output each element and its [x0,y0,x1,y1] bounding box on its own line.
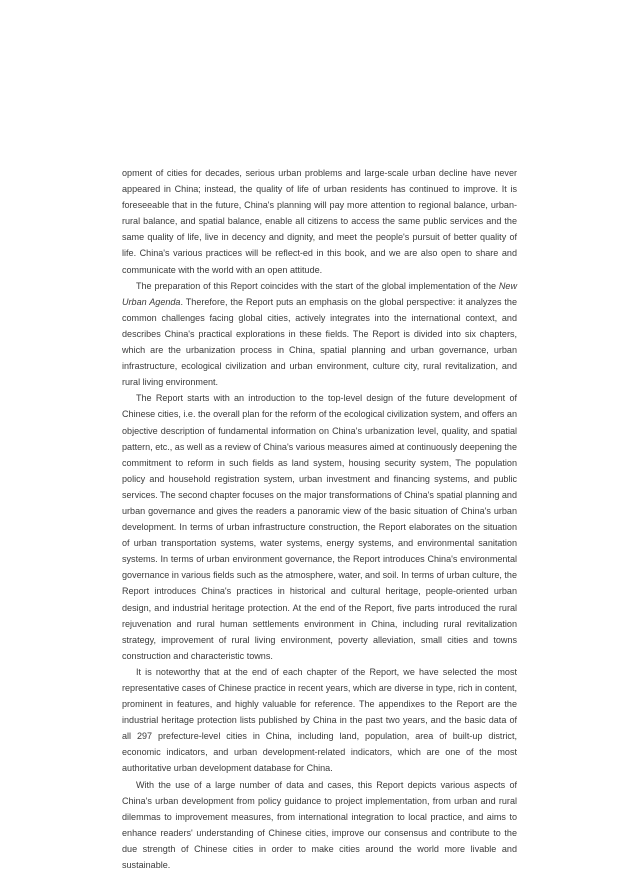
paragraph-4: It is noteworthy that at the end of each chapter of the Report, we have selected the most representative cases of Chinese practice in recent years, which are diverse in type, rich in content, prominent in features, and highly valuable for reference. The appendixes to the Report are the industrial heritage protection lists published by China in the past two years, and the basic data of all 297 prefecture-level cities in China, including land, population, area of built-up district, economic indicators, and urban development-related indicators, which are one of the most authoritative urban development database for China. [122,666,517,774]
body-text [122,165,517,873]
new-urban-agenda-title: New Urban Agenda [122,280,517,307]
paragraph-2-lead: The preparation of this Report coincides with the start of the global implementation of the [136,280,499,291]
paragraph-2 [122,278,517,391]
paragraph-1: opment of cities for decades, serious urban problems and large-scale urban decline have never appeared in China; instead, the quality of life of urban residents has continued to improve. It is foreseeable that in the future, China's planning will pay more attention to regional balance, urban-rural balance, and spatial balance, enable all citizens to access the same public services and the same quality of life, live in decency and dignity, and meet the people's pursuit of better quality of life. China's various practices will be reflect-ed in this book, and we are also open to share and communicate with the world with an open attitude. [122,168,517,275]
paragraph-5: With the use of a large number of data and cases, this Report depicts various aspects of China's urban development from policy guidance to project implementation, from urban and rural dilemmas to improvement measures, from international integration to local practice, and aims to enhance readers' understanding of Chinese cities, improve our consensus and contribute to the due strength of Chinese cities in order to make cities around the world more livable and sustainable. [122,779,517,871]
paragraph-2-rest: . Therefore, the Report puts an emphasis on the global perspective: it analyzes the common challenges facing global cities, actively integrates into the international context, and describes China's practical explorations in these fields. The Report is divided into six chapters, which are the urbanization process in China, spatial planning and urban governance, urban infrastructure, ecological civilization and urban environment, culture city, rural revitalization, and rural living environment. [122,296,517,388]
paragraph-3: The Report starts with an introduction to the top-level design of the future development of Chinese cities, i.e. the overall plan for the reform of the ecological civilization system, and offers an objective description of fundamental information on China's urbanization level, quality, and spatial pattern, etc., as well as a review of China's various measures aimed at continuously deepening the commitment to reform in such fields as land system, housing security system, The population policy and household registration system, urban investment and financing systems, and public services. The second chapter focuses on the major transformations of China's spatial planning and urban governance and gives the readers a panoramic view of the basic situation of China's urban development. In terms of urban infrastructure construction, the Report elaborates on the situation of urban transportation systems, water systems, energy systems, and environmental sanitation systems. In terms of urban environment governance, the Report introduces China's environmental governance in various fields such as the atmosphere, water, and soil. In terms of urban culture, the Report introduces China's practices in historical and cultural heritage, people-oriented urban design, and industrial heritage protection. At the end of the Report, five parts introduced the rural rejuvenation and rural human settlements environment in China, including rural revitalization strategy, improvement of rural living environment, poverty alleviation, small cities and towns construction and characteristic towns. [122,393,517,661]
